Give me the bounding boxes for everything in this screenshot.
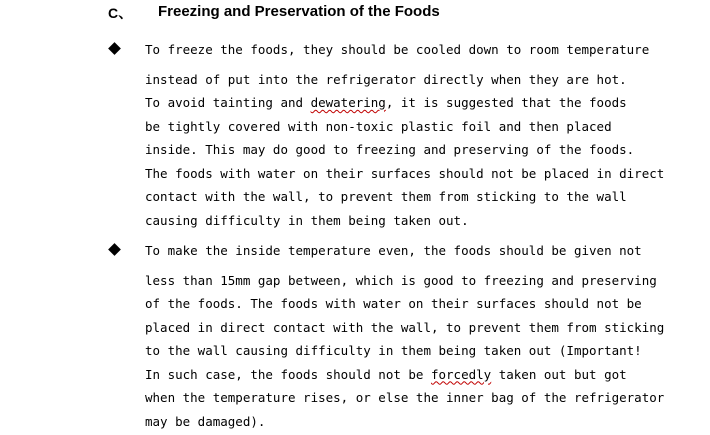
paragraph-line: be tightly covered with non-toxic plastic foil and then placed (145, 118, 612, 134)
paragraph-line: placed in direct contact with the wall, to prevent them from sticking (145, 319, 665, 335)
paragraph-line: instead of put into the refrigerator directly when they are hot. (145, 71, 627, 87)
paragraph-line: causing difficulty in them being taken out. (145, 212, 469, 228)
paragraph-line (145, 363, 627, 387)
paragraph-line: To make the inside temperature even, the foods should be given not (145, 243, 642, 258)
bullet-diamond-icon (108, 42, 121, 55)
paragraph-line: to the wall causing difficulty in them being taken out (Important! (145, 343, 642, 358)
line-text: To avoid tainting and (145, 95, 311, 110)
paragraph-line: contact with the wall, to prevent them from sticking to the wall (145, 189, 627, 204)
bullet-paragraph-2 (145, 239, 665, 433)
bullet-diamond-icon (108, 243, 121, 256)
section-label: C、 (108, 5, 133, 21)
spellcheck-word[interactable]: dewatering (310, 95, 386, 110)
bullet-paragraph-1 (145, 38, 665, 232)
paragraph-line: The foods with water on their surfaces should not be placed in direct (145, 165, 665, 181)
section-heading (108, 3, 440, 25)
paragraph-line: may be damaged). (145, 413, 266, 429)
section-title: Freezing and Preservation of the Foods (158, 3, 440, 20)
paragraph-line: less than 15mm gap between, which is good to freezing and preserving (145, 272, 657, 288)
paragraph-line: when the temperature rises, or else the inner bag of the refrigerator (145, 390, 665, 405)
spellcheck-word[interactable]: forcedly (430, 366, 492, 382)
paragraph-line: inside. This may do good to freezing and preserving of the foods. (145, 142, 635, 157)
paragraph-line (145, 91, 627, 115)
line-text: taken out but got (491, 366, 627, 382)
line-text: In such case, the foods should not be (145, 366, 431, 382)
line-text: , it is suggested that the foods (385, 95, 627, 110)
paragraph-line: To freeze the foods, they should be cooled down to room temperature (145, 42, 650, 57)
paragraph-line: of the foods. The foods with water on their surfaces should not be (145, 296, 642, 311)
